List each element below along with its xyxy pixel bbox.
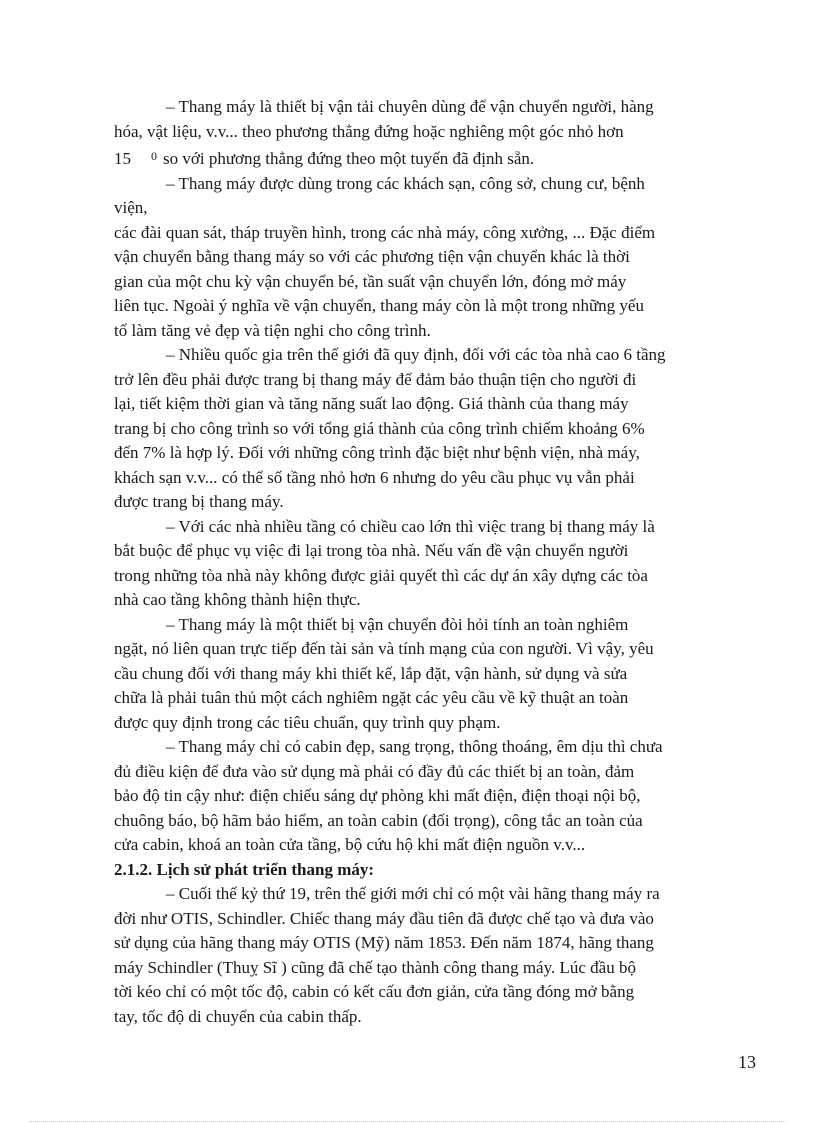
text-line: nhà cao tầng không thành hiện thực. [114, 590, 361, 609]
text-line: – Cuối thế kỷ thứ 19, trên thế giới mới chỉ có một vài hãng thang máy ra [166, 884, 660, 903]
text-line: đời như OTIS, Schindler. Chiếc thang máy đầu tiên đã được chế tạo và đưa vào [114, 908, 654, 928]
paragraph-regulations [114, 343, 756, 515]
text-line: – Thang máy chỉ có cabin đẹp, sang trọng, thông thoáng, êm dịu thì chưa [166, 737, 663, 756]
text-line: khách sạn v.v... có thể số tầng nhỏ hơn 6 nhưng do yêu cầu phục vụ vẫn phải [114, 467, 635, 487]
angle-value: 15 [114, 149, 131, 168]
text-line: cầu chung đối với thang máy khi thiết kế, lắp đặt, vận hành, sử dụng và sửa [114, 663, 628, 683]
text-line: trang bị cho công trình so với tổng giá thành của công trình chiếm khoảng 6% [114, 418, 645, 438]
text-line: liên tục. Ngoài ý nghĩa về vận chuyển, thang máy còn là một trong những yếu [114, 296, 644, 315]
text-line: – Thang máy được dùng trong các khách sạn, công sở, chung cư, bệnh [166, 173, 645, 193]
text-line: máy Schindler (Thuỵ Sĩ ) cũng đã chế tạo thành công thang máy. Lúc đầu bộ [114, 957, 636, 977]
text-line: gian của một chu kỳ vận chuyển bé, tần suất vận chuyển lớn, đóng mở máy [114, 271, 627, 291]
text-line: trở lên đều phải được trang bị thang máy để đảm bảo thuận tiện cho người đi [114, 369, 637, 389]
text-line: được trang bị thang máy. [114, 492, 284, 511]
page-bottom-divider [30, 1121, 786, 1122]
paragraph-high-rise [114, 515, 756, 613]
text-line: – Thang máy là một thiết bị vận chuyển đòi hỏi tính an toàn nghiêm [166, 614, 629, 634]
text-line: lại, tiết kiệm thời gian và tăng năng suất lao động. Giá thành của thang máy [114, 394, 629, 413]
paragraph-usage [114, 172, 756, 344]
text-line: cửa cabin, khoá an toàn cửa tầng, bộ cứu hộ khi mất điện nguồn v.v... [114, 835, 586, 854]
text-line: hóa, vật liệu, v.v... theo phương thẳng đứng hoặc nghiêng một góc nhỏ hơn [114, 121, 624, 141]
text-line: bảo độ tin cậy như: điện chiếu sáng dự phòng khi mất điện, điện thoại nội bộ, [114, 786, 641, 805]
degree-superscript: 0 [151, 149, 157, 163]
text-line: đủ điều kiện để đưa vào sử dụng mà phải có đầy đủ các thiết bị an toàn, đảm [114, 761, 635, 781]
text-line: trong những tòa nhà này không được giải quyết thì các dự án xây dựng các tòa [114, 565, 648, 585]
text-line: tay, tốc độ di chuyển của cabin thấp. [114, 1006, 362, 1026]
text-line: ngặt, nó liên quan trực tiếp đến tài sản và tính mạng của con người. Vì vậy, yêu [114, 639, 654, 658]
text-line: viện, [114, 198, 148, 217]
text-line: – Nhiều quốc gia trên thế giới đã quy định, đối với các tòa nhà cao 6 tầng [166, 345, 666, 364]
paragraph-safety [114, 613, 756, 736]
text-line: chữa là phải tuân thủ một cách nghiêm ngặt các yêu cầu về kỹ thuật an toàn [114, 688, 629, 707]
text-line: – Với các nhà nhiều tầng có chiều cao lớn thì việc trang bị thang máy là [166, 516, 655, 536]
paragraph-history [114, 882, 756, 1029]
angle-suffix: so với phương thẳng đứng theo một tuyến đã định sẵn. [163, 149, 535, 168]
text-line: bắt buộc để phục vụ việc đi lại trong tòa nhà. Nếu vấn đề vận chuyển người [114, 541, 629, 560]
text-line: đến 7% là hợp lý. Đối với những công trình đặc biệt như bệnh viện, nhà máy, [114, 443, 640, 462]
text-line: chuông báo, bộ hãm bảo hiểm, an toàn cabin (đối trọng), công tắc an toàn của [114, 810, 643, 830]
section-heading: 2.1.2. Lịch sử phát triển thang máy: [114, 859, 375, 879]
text-line: vận chuyển bằng thang máy so với các phương tiện vận chuyển khác là thời [114, 247, 630, 266]
text-line: sử dụng của hãng thang máy OTIS (Mỹ) năm 1853. Đến năm 1874, hãng thang [114, 933, 654, 952]
page-body [114, 95, 756, 1029]
text-line: các đài quan sát, tháp truyền hình, trong các nhà máy, công xưởng, ... Đặc điểm [114, 222, 656, 242]
paragraph-definition [114, 95, 756, 172]
text-line: tố làm tăng vẻ đẹp và tiện nghi cho công trình. [114, 320, 431, 340]
text-line: – Thang máy là thiết bị vận tải chuyên dùng để vận chuyển người, hàng [166, 97, 654, 116]
text-line: tời kéo chỉ có một tốc độ, cabin có kết cấu đơn giản, cửa tầng đóng mở bằng [114, 982, 635, 1001]
text-line: được quy định trong các tiêu chuẩn, quy trình quy phạm. [114, 712, 501, 732]
page-number: 13 [738, 1052, 756, 1072]
text-line [114, 144, 756, 172]
paragraph-safety-devices [114, 735, 756, 858]
